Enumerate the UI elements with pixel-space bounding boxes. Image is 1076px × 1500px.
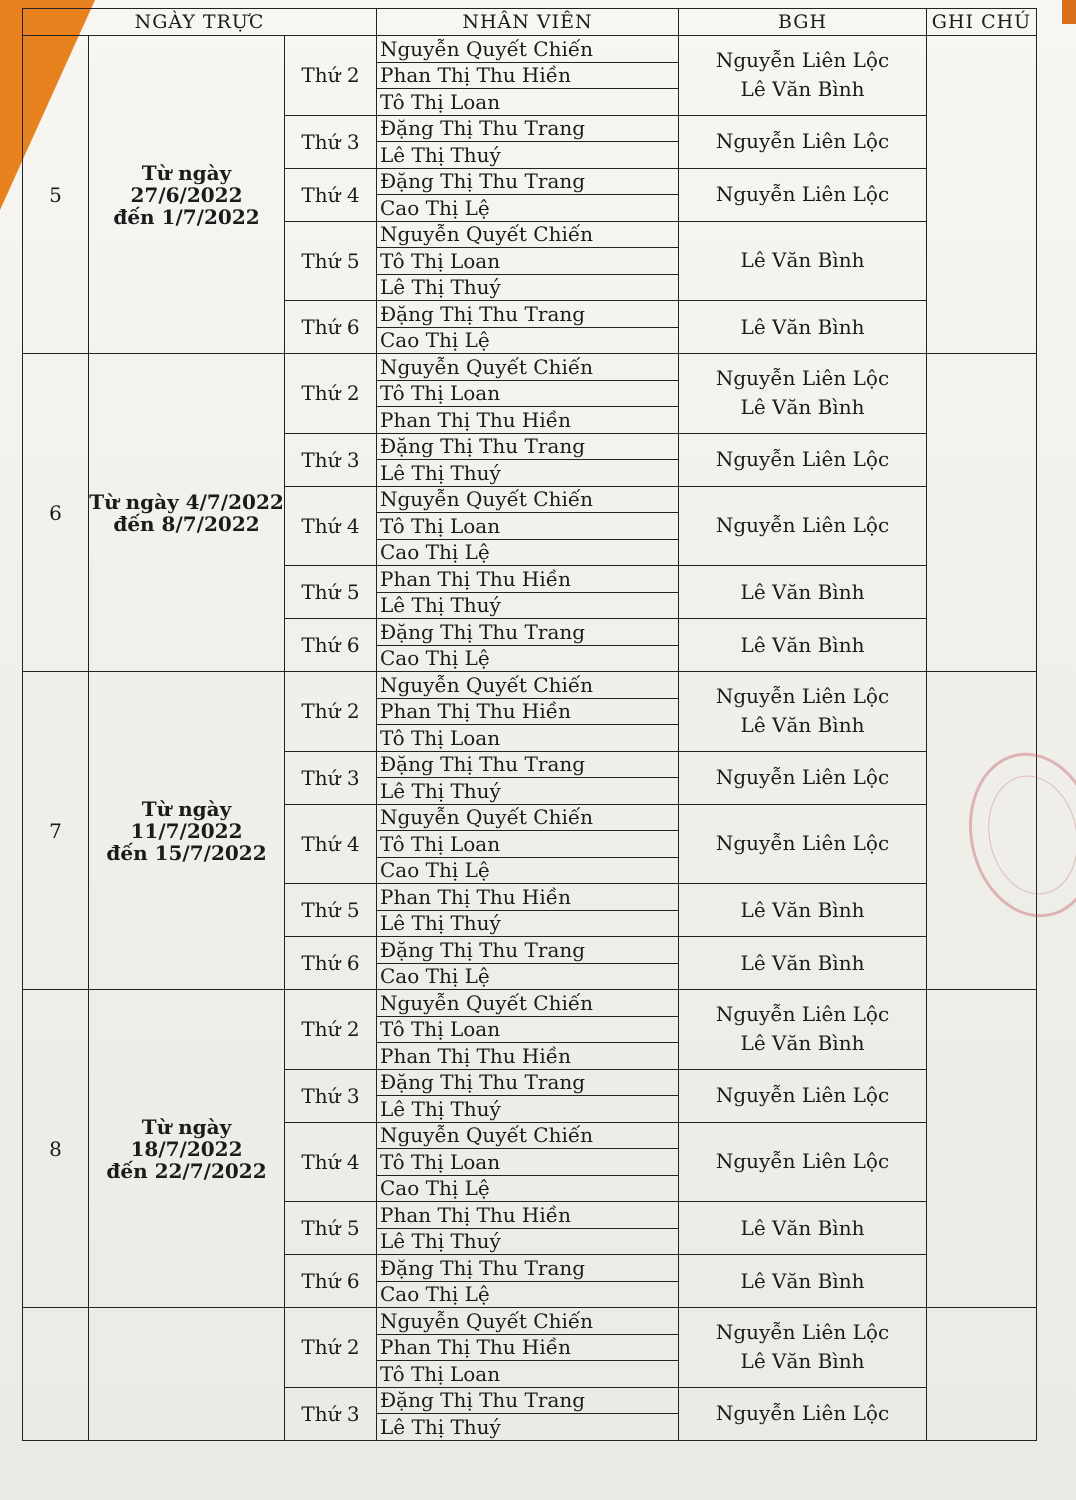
bgh-name: Nguyễn Liên Lộc <box>715 1149 890 1174</box>
bgh-cell <box>679 115 927 168</box>
date-range-line: Từ ngày 4/7/2022 <box>89 489 284 514</box>
weekday-cell: Thứ 2 <box>285 1308 377 1388</box>
bgh-name: Nguyễn Liên Lộc <box>715 1002 890 1027</box>
bgh-name: Nguyễn Liên Lộc <box>715 366 890 391</box>
bgh-name: Lê Văn Bình <box>740 1349 865 1374</box>
bgh-cell <box>679 672 927 752</box>
bgh-name: Lê Văn Bình <box>740 950 865 975</box>
bgh-name: Lê Văn Bình <box>740 314 865 339</box>
staff-row <box>23 36 1037 63</box>
bgh-name: Nguyễn Liên Lộc <box>715 1320 890 1345</box>
bgh-name: Nguyễn Liên Lộc <box>715 1083 890 1107</box>
date-range-line: đến 22/7/2022 <box>106 1158 267 1183</box>
weekday-cell: Thứ 3 <box>285 1387 377 1440</box>
staff-name: Đặng Thị Thu Trang <box>377 433 679 460</box>
staff-name: Nguyễn Quyết Chiến <box>377 804 679 831</box>
bgh-cell <box>679 486 927 566</box>
week-number: 7 <box>23 672 89 990</box>
bgh-name: Lê Văn Bình <box>740 1215 865 1240</box>
staff-name: Nguyễn Quyết Chiến <box>377 990 679 1017</box>
staff-name: Tô Thị Loan <box>377 89 679 116</box>
staff-name: Cao Thị Lệ <box>377 963 679 990</box>
bgh-cell <box>679 566 927 619</box>
bgh-cell <box>679 1202 927 1255</box>
date-range-line: Từ ngày 18/7/2022 <box>130 1114 243 1161</box>
staff-name: Đặng Thị Thu Trang <box>377 1069 679 1096</box>
staff-name: Cao Thị Lệ <box>377 539 679 566</box>
weekday-cell: Thứ 3 <box>285 751 377 804</box>
staff-name: Cao Thị Lệ <box>377 857 679 884</box>
staff-row <box>23 672 1037 699</box>
week-date-range <box>89 1308 285 1441</box>
bgh-cell <box>679 221 927 301</box>
staff-name: Đặng Thị Thu Trang <box>377 115 679 142</box>
staff-name: Cao Thị Lệ <box>377 195 679 222</box>
staff-name: Tô Thị Loan <box>377 1361 679 1388</box>
staff-row <box>23 1308 1037 1335</box>
date-range-line: đến 15/7/2022 <box>106 840 267 865</box>
week-number: 8 <box>23 990 89 1308</box>
note-cell <box>927 354 1037 672</box>
bgh-name: Nguyễn Liên Lộc <box>715 182 890 206</box>
staff-row <box>23 990 1037 1017</box>
staff-name: Phan Thị Thu Hiền <box>377 698 679 725</box>
weekday-cell: Thứ 5 <box>285 884 377 937</box>
bgh-name: Nguyễn Liên Lộc <box>715 513 890 538</box>
bgh-name: Lê Văn Bình <box>740 1268 865 1293</box>
staff-name: Phan Thị Thu Hiền <box>377 1334 679 1361</box>
bgh-cell <box>679 1308 927 1388</box>
bgh-cell <box>679 937 927 990</box>
week-date-range <box>89 354 285 672</box>
header-note: GHI CHÚ <box>927 9 1037 36</box>
staff-name: Lê Thị Thuý <box>377 274 679 301</box>
weekday-cell: Thứ 3 <box>285 115 377 168</box>
bgh-cell <box>679 1255 927 1308</box>
roster-body <box>23 36 1037 1441</box>
bgh-cell <box>679 36 927 116</box>
staff-name: Phan Thị Thu Hiền <box>377 62 679 89</box>
bgh-cell <box>679 884 927 937</box>
bgh-cell <box>679 990 927 1070</box>
staff-name: Tô Thị Loan <box>377 1016 679 1043</box>
staff-name: Tô Thị Loan <box>377 725 679 752</box>
staff-name: Đặng Thị Thu Trang <box>377 619 679 646</box>
week-date-range <box>89 36 285 354</box>
weekday-cell: Thứ 5 <box>285 566 377 619</box>
staff-name: Đặng Thị Thu Trang <box>377 1255 679 1282</box>
header-date: NGÀY TRỰC <box>23 9 377 36</box>
staff-name: Đặng Thị Thu Trang <box>377 301 679 328</box>
staff-name: Phan Thị Thu Hiền <box>377 566 679 593</box>
staff-name: Nguyễn Quyết Chiến <box>377 221 679 248</box>
staff-name: Đặng Thị Thu Trang <box>377 1387 679 1414</box>
bgh-cell <box>679 354 927 434</box>
weekday-cell: Thứ 5 <box>285 1202 377 1255</box>
bgh-name: Lê Văn Bình <box>740 579 865 604</box>
staff-name: Cao Thị Lệ <box>377 645 679 672</box>
staff-name: Lê Thị Thuý <box>377 142 679 169</box>
weekday-cell: Thứ 4 <box>285 168 377 221</box>
staff-name: Nguyễn Quyết Chiến <box>377 1122 679 1149</box>
staff-name: Lê Thị Thuý <box>377 778 679 805</box>
school-stamp-inner-ring <box>977 767 1076 903</box>
weekday-cell: Thứ 4 <box>285 1122 377 1202</box>
note-cell <box>927 36 1037 354</box>
bgh-name: Lê Văn Bình <box>740 395 865 420</box>
staff-name: Lê Thị Thuý <box>377 1414 679 1441</box>
staff-name: Lê Thị Thuý <box>377 592 679 619</box>
date-range-line: Từ ngày 27/6/2022 <box>130 160 243 207</box>
header-staff: NHÂN VIÊN <box>377 9 679 36</box>
staff-name: Lê Thị Thuý <box>377 910 679 937</box>
bgh-cell <box>679 301 927 354</box>
staff-name: Nguyễn Quyết Chiến <box>377 486 679 513</box>
staff-name: Tô Thị Loan <box>377 1149 679 1176</box>
weekday-cell: Thứ 2 <box>285 354 377 434</box>
bgh-name: Nguyễn Liên Lộc <box>715 684 890 709</box>
weekday-cell: Thứ 6 <box>285 301 377 354</box>
weekday-cell: Thứ 2 <box>285 36 377 116</box>
week-number <box>23 1308 89 1441</box>
weekday-cell: Thứ 3 <box>285 433 377 486</box>
weekday-cell: Thứ 4 <box>285 804 377 884</box>
staff-row <box>23 354 1037 381</box>
paper-corner-right <box>1062 0 1076 24</box>
bgh-name: Lê Văn Bình <box>740 632 865 657</box>
week-number: 6 <box>23 354 89 672</box>
bgh-name: Nguyễn Liên Lộc <box>715 129 890 153</box>
bgh-name: Nguyễn Liên Lộc <box>715 1401 890 1425</box>
staff-name: Lê Thị Thuý <box>377 1228 679 1255</box>
note-cell <box>927 990 1037 1308</box>
bgh-cell <box>679 433 927 486</box>
bgh-name: Nguyễn Liên Lộc <box>715 765 890 789</box>
week-date-range <box>89 990 285 1308</box>
bgh-name: Nguyễn Liên Lộc <box>715 831 890 856</box>
bgh-name: Lê Văn Bình <box>740 248 865 273</box>
date-range-line: đến 1/7/2022 <box>113 204 260 229</box>
staff-name: Nguyễn Quyết Chiến <box>377 36 679 63</box>
staff-name: Nguyễn Quyết Chiến <box>377 354 679 381</box>
staff-name: Cao Thị Lệ <box>377 1281 679 1308</box>
weekday-cell: Thứ 6 <box>285 1255 377 1308</box>
weekday-cell: Thứ 4 <box>285 486 377 566</box>
weekday-cell: Thứ 6 <box>285 937 377 990</box>
bgh-name: Nguyễn Liên Lộc <box>715 447 890 471</box>
bgh-cell <box>679 1069 927 1122</box>
staff-name: Lê Thị Thuý <box>377 460 679 487</box>
weekday-cell: Thứ 2 <box>285 990 377 1070</box>
weekday-cell: Thứ 6 <box>285 619 377 672</box>
staff-name: Phan Thị Thu Hiền <box>377 1202 679 1229</box>
header-bgh: BGH <box>679 9 927 36</box>
staff-name: Tô Thị Loan <box>377 831 679 858</box>
staff-name: Đặng Thị Thu Trang <box>377 168 679 195</box>
staff-name: Cao Thị Lệ <box>377 327 679 354</box>
staff-name: Lê Thị Thuý <box>377 1096 679 1123</box>
staff-name: Nguyễn Quyết Chiến <box>377 672 679 699</box>
staff-name: Tô Thị Loan <box>377 248 679 275</box>
bgh-name: Lê Văn Bình <box>740 713 865 738</box>
bgh-name: Nguyễn Liên Lộc <box>715 48 890 73</box>
duty-roster-table <box>22 8 1037 1441</box>
bgh-cell <box>679 751 927 804</box>
bgh-cell <box>679 168 927 221</box>
header-row <box>23 9 1037 36</box>
week-number: 5 <box>23 36 89 354</box>
staff-name: Nguyễn Quyết Chiến <box>377 1308 679 1335</box>
staff-name: Phan Thị Thu Hiền <box>377 884 679 911</box>
staff-name: Cao Thị Lệ <box>377 1175 679 1202</box>
staff-name: Đặng Thị Thu Trang <box>377 751 679 778</box>
staff-name: Tô Thị Loan <box>377 380 679 407</box>
date-range-line: Từ ngày 11/7/2022 <box>130 796 243 843</box>
staff-name: Tô Thị Loan <box>377 513 679 540</box>
bgh-cell <box>679 619 927 672</box>
bgh-name: Lê Văn Bình <box>740 1031 865 1056</box>
date-range-line: đến 8/7/2022 <box>113 511 260 536</box>
bgh-name: Lê Văn Bình <box>740 897 865 922</box>
bgh-cell <box>679 1387 927 1440</box>
bgh-name: Lê Văn Bình <box>740 77 865 102</box>
staff-name: Đặng Thị Thu Trang <box>377 937 679 964</box>
staff-name: Phan Thị Thu Hiền <box>377 1043 679 1070</box>
week-date-range <box>89 672 285 990</box>
weekday-cell: Thứ 2 <box>285 672 377 752</box>
weekday-cell: Thứ 5 <box>285 221 377 301</box>
weekday-cell: Thứ 3 <box>285 1069 377 1122</box>
bgh-cell <box>679 1122 927 1202</box>
note-cell <box>927 1308 1037 1441</box>
staff-name: Phan Thị Thu Hiền <box>377 407 679 434</box>
bgh-cell <box>679 804 927 884</box>
